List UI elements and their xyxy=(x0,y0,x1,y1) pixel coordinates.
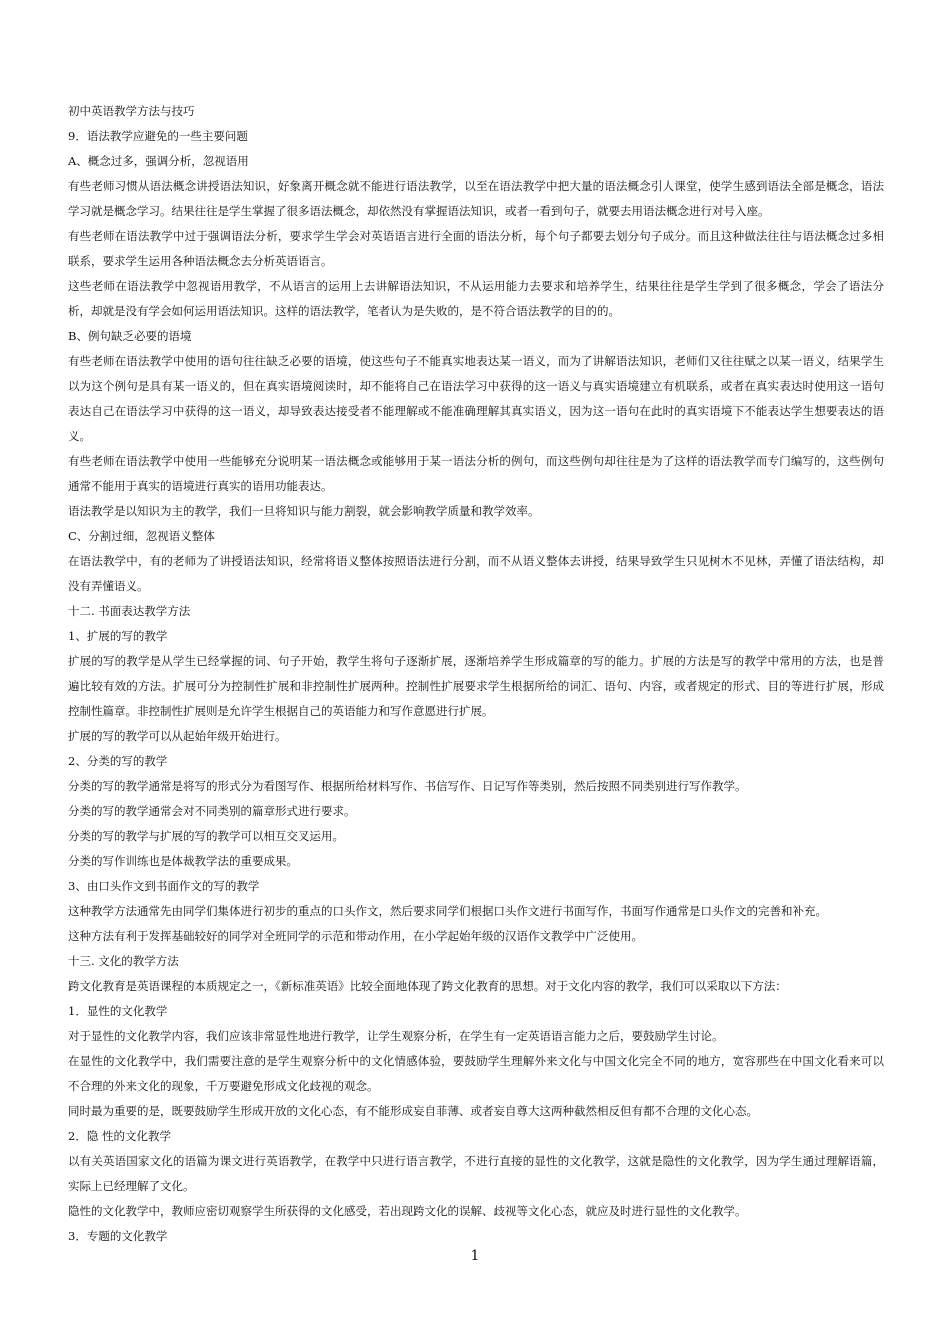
section-heading: 十二. 书面表达教学方法 xyxy=(68,604,191,618)
paragraph: 有些老师在语法教学中使用的语句往往缺乏必要的语境，使这些句子不能真实地表达某一语义，而为了讲解语法知识，老师们又往往赋之以某一语义，结果学生以为这个例句是具有某一语义的，但在真实语境阅读时，却不能将自己在语法学习中获得的这一语义与真实语境建立有机联系，或者在真实表达时使用这一语句表达自己在语法学习中获得的这一语义，却导致表达接受者不能理解或不能准确理解其真实语义，因为这一语句在此时的真实语境下不能表达学生想要表达的语义。 xyxy=(68,354,884,443)
paragraph: 有些老师在语法教学中使用一些能够充分说明某一语法概念或能够用于某一语法分析的例句，而这些例句却往往是为了这样的语法教学而专门编写的，这些例句通常不能用于真实的语境进行真实的语用功能表达。 xyxy=(68,454,884,493)
subsection-heading: 2．隐 性的文化教学 xyxy=(68,1129,171,1143)
subsection-heading: B、例句缺乏必要的语境 xyxy=(68,329,192,343)
subsection-heading: 2、分类的写的教学 xyxy=(68,754,168,768)
paragraph: 这种方法有利于发挥基础较好的同学对全班同学的示范和带动作用，在小学起始年级的汉语作文教学中广泛使用。 xyxy=(68,929,643,943)
paragraph: 在显性的文化教学中，我们需要注意的是学生观察分析中的文化情感体验，要鼓励学生理解外来文化与中国文化完全不同的地方，宽容那些在中国文化看来可以不合理的外来文化的现象，千万要避免形成文化歧视的观念。 xyxy=(68,1054,884,1093)
paragraph: 隐性的文化教学中，教师应密切观察学生所获得的文化感受，若出现跨文化的误解、歧视等文化心态，就应及时进行显性的文化教学。 xyxy=(68,1204,747,1218)
section-heading: 十三. 文化的教学方法 xyxy=(68,954,179,968)
subsection-heading: 3．专题的文化教学 xyxy=(68,1229,168,1243)
document-body xyxy=(68,99,884,1249)
paragraph: 对于显性的文化教学内容，我们应该非常显性地进行教学，让学生观察分析，在学生有一定英语语言能力之后，要鼓励学生讨论。 xyxy=(68,1029,724,1043)
paragraph: 以有关英语国家文化的语篇为课文进行英语教学，在教学中只进行语言教学，不进行直接的显性的文化教学，这就是隐性的文化教学，因为学生通过理解语篇，实际上已经理解了文化。 xyxy=(68,1154,884,1193)
subsection-heading: 3、由口头作文到书面作文的写的教学 xyxy=(68,879,260,893)
paragraph: 扩展的写的教学可以从起始年级开始进行。 xyxy=(68,729,287,743)
subsection-heading: 1．显性的文化教学 xyxy=(68,1004,168,1018)
paragraph: 跨文化教育是英语课程的本质规定之一，《新标准英语》比较全面地体现了跨文化教育的思想。对于文化内容的教学，我们可以采取以下方法： xyxy=(68,979,787,993)
paragraph: 有些老师习惯从语法概念讲授语法知识，好象离开概念就不能进行语法教学，以至在语法教学中把大量的语法概念引人课堂，使学生感到语法全部是概念，语法学习就是概念学习。结果往往是学生掌握了很多语法概念，却依然没有掌握语法知识，或者一看到句子，就要去用语法概念进行对号入座。 xyxy=(68,179,884,218)
paragraph: 分类的写的教学与扩展的写的教学可以相互交叉运用。 xyxy=(68,829,344,843)
page-number: 1 xyxy=(470,1248,480,1264)
subsection-heading: A、概念过多，强调分析，忽视语用 xyxy=(68,154,249,168)
paragraph: 这些老师在语法教学中忽视语用教学，不从语言的运用上去讲解语法知识，不从运用能力去要求和培养学生，结果往往是学生学到了很多概念，学会了语法分析，却就是没有学会如何运用语法知识。这样的语法教学，笔者认为是失败的，是不符合语法教学的目的的。 xyxy=(68,279,884,318)
paragraph: 这种教学方法通常先由同学们集体进行初步的重点的口头作文，然后要求同学们根据口头作文进行书面写作，书面写作通常是口头作文的完善和补充。 xyxy=(68,904,827,918)
paragraph: 分类的写的教学通常会对不同类别的篇章形式进行要求。 xyxy=(68,804,356,818)
paragraph: 分类的写作训练也是体裁教学法的重要成果。 xyxy=(68,854,298,868)
paragraph: 同时最为重要的是，既要鼓励学生形成开放的文化心态，有不能形成妄自菲薄、或者妄自尊大这两种截然相反但有都不合理的文化心态。 xyxy=(68,1104,758,1118)
paragraph: 语法教学是以知识为主的教学，我们一旦将知识与能力割裂，就会影响教学质量和教学效率。 xyxy=(68,504,540,518)
document-title: 初中英语教学方法与技巧 xyxy=(68,104,195,118)
paragraph: 有些老师在语法教学中过于强调语法分析，要求学生学会对英语语言进行全面的语法分析，每个句子都要去划分句子成分。而且这种做法往往与语法概念过多相联系，要求学生运用各种语法概念去分析英语语言。 xyxy=(68,229,884,268)
paragraph: 在语法教学中，有的老师为了讲授语法知识，经常将语义整体按照语法进行分割，而不从语义整体去讲授，结果导致学生只见树木不见林，弄懂了语法结构，却没有弄懂语义。 xyxy=(68,554,884,593)
paragraph: 扩展的写的教学是从学生已经掌握的词、句子开始，教学生将句子逐渐扩展，逐渐培养学生形成篇章的写的能力。扩展的方法是写的教学中常用的方法，也是普遍比较有效的方法。扩展可分为控制性扩展和非控制性扩展两种。控制性扩展要求学生根据所给的词汇、语句、内容，或者规定的形式、目的等进行扩展，形成控制性篇章。非控制性扩展则是允许学生根据自己的英语能力和写作意愿进行扩展。 xyxy=(68,654,884,718)
subsection-heading: 1、扩展的写的教学 xyxy=(68,629,168,643)
subsection-heading: C、分割过细，忽视语义整体 xyxy=(68,529,215,543)
section-heading: 9．语法教学应避免的一些主要问题 xyxy=(68,129,248,143)
paragraph: 分类的写的教学通常是将写的形式分为看图写作、根据所给材料写作、书信写作、日记写作等类别，然后按照不同类别进行写作教学。 xyxy=(68,779,747,793)
